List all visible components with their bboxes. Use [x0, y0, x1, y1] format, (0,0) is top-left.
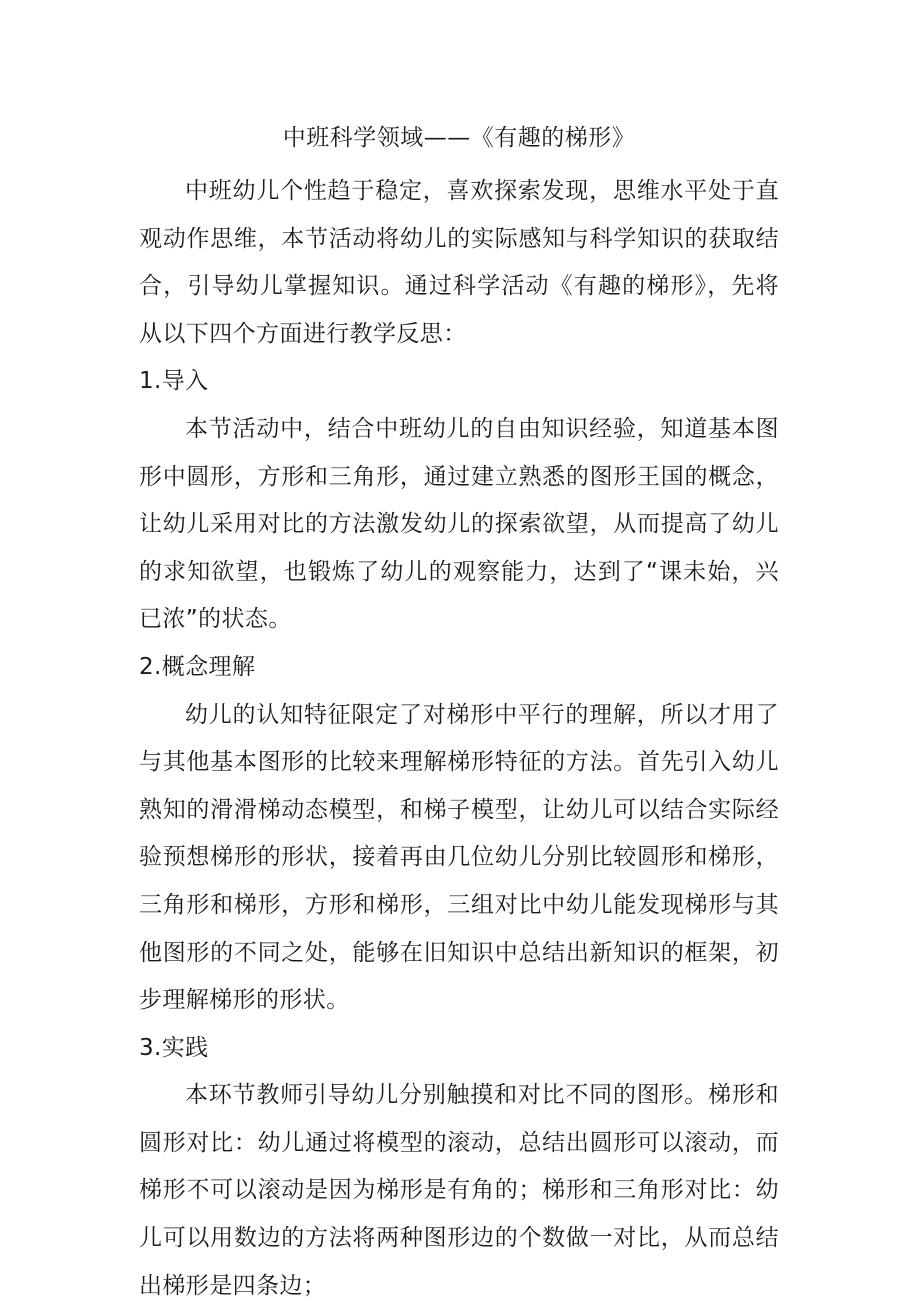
- section-body-concept: 幼儿的认知特征限定了对梯形中平行的理解，所以才用了与其他基本图形的比较来理解梯形特征的方法。首先引入幼儿熟知的滑滑梯动态模型，和梯子模型，让幼儿可以结合实际经验预想梯形的形状，接着再由几位幼儿分别比较圆形和梯形，三角形和梯形，方形和梯形，三组对比中幼儿能发现梯形与其他图形的不同之处，能够在旧知识中总结出新知识的框架，初步理解梯形的形状。: [139, 701, 779, 1014]
- document-title: 中班科学领域——《有趣的梯形》: [282, 125, 636, 151]
- section-heading-practice: 3.实践: [139, 1034, 209, 1061]
- section-heading-concept: 2.概念理解: [139, 653, 256, 680]
- section-body-intro: 本节活动中，结合中班幼儿的自由知识经验，知道基本图形中圆形，方形和三角形，通过建立熟悉的图形王国的概念，让幼儿采用对比的方法激发幼儿的探索欲望，从而提高了幼儿的求知欲望，也锻炼了幼儿的观察能力，达到了“课未始，兴已浓”的状态。: [139, 415, 779, 633]
- section-body-practice: 本环节教师引导幼儿分别触摸和对比不同的图形。梯形和圆形对比：幼儿通过将模型的滚动，总结出圆形可以滚动，而梯形不可以滚动是因为梯形是有角的；梯形和三角形对比：幼儿可以用数边的方法将两种图形边的个数做一对比，从而总结出梯形是四条边；: [139, 1082, 779, 1299]
- document-content: [139, 118, 779, 1310]
- section-heading-intro: 1.导入: [139, 368, 209, 395]
- intro-paragraph: 中班幼儿个性趋于稳定，喜欢探索发现，思维水平处于直观动作思维，本节活动将幼儿的实际感知与科学知识的获取结合，引导幼儿掌握知识。通过科学活动《有趣的梯形》，先将从以下四个方面进行教学反思：: [139, 178, 779, 347]
